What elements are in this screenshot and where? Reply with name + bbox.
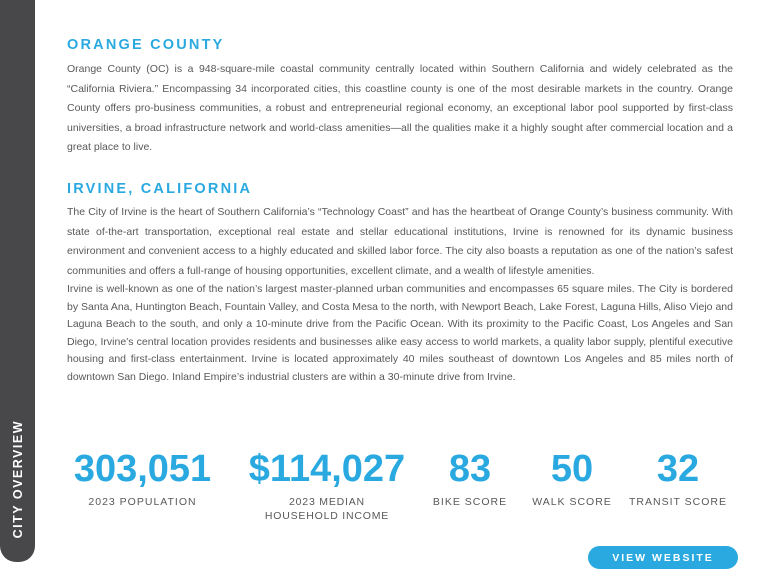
- stat-transit-score: [616, 450, 740, 509]
- walk-score-label: WALK SCORE: [532, 496, 612, 508]
- transit-score-value: 32: [656, 448, 700, 490]
- bike-score-value: 83: [448, 448, 492, 490]
- bike-score-label: BIKE SCORE: [432, 496, 508, 508]
- walk-score-value: 50: [550, 448, 594, 490]
- view-website-button[interactable]: VIEW WEBSITE: [588, 546, 738, 569]
- median-income-label: 2023 MEDIAN HOUSEHOLD INCOME: [264, 496, 390, 522]
- median-income-value: $114,027: [248, 448, 406, 490]
- population-value: 303,051: [73, 448, 212, 490]
- irvine-paragraph-1: The City of Irvine is the heart of Southern California’s “Technology Coast” and has the heartbeat of Orange County’s business community. With state of-the-art transportation, exceptional real estate and stellar educational institutions, Irvine is renowned for its dynamic business environment and convenient access to a highly educated and skilled labor force. The city also boasts a reputation as one of the nation’s safest communities and offers a full-range of housing opportunities, excellent climate, and a wealth of lifestyle amenities.: [67, 206, 733, 277]
- irvine-paragraph-2: Irvine is well-known as one of the nation’s largest master-planned urban communities and encompasses 65 square miles. The City is bordered by Santa Ana, Huntington Beach, Fountain Valley, and Costa Mesa to the north, with Newport Beach, Lake Forest, Laguna Hills, Aliso Viejo and Laguna Beach to the south, and only a 10-minute drive from the Pacific Ocean. With its proximity to the Pacific Coast, Los Angeles and San Diego, Irvine’s central location provides residents and businesses alike easy access to world markets, a quality labor supply, plentiful executive housing and first-class entertainment. Irvine is located approximately 40 miles southeast of downtown Los Angeles and 85 miles north of downtown San Diego. Inland Empire’s industrial clusters are within a 30-minute drive from Irvine.: [67, 283, 733, 383]
- transit-score-label: TRANSIT SCORE: [629, 496, 727, 508]
- stat-population: [60, 450, 225, 509]
- stat-walk-score: [520, 450, 624, 509]
- orange-county-paragraph: Orange County (OC) is a 948-square-mile coastal community centrally located within Southern California and widely celebrated as the “California Riviera.” Encompassing 34 incorporated cities, this coastline county is one of the most desirable markets in the country. Orange County offers pro-business communities, a robust and entrepreneurial regional economy, an exceptional labor pool supported by first-class universities, a broad infrastructure network and world-class amenities—all the qualities make it a highly sought after commercial location and a great place to live.: [67, 63, 733, 153]
- population-label: 2023 POPULATION: [88, 496, 197, 508]
- side-tab-label: CITY OVERVIEW: [10, 419, 25, 538]
- stats-band: [0, 450, 761, 530]
- stat-median-income: [237, 450, 417, 523]
- stat-bike-score: [418, 450, 522, 509]
- irvine-heading: IRVINE, CALIFORNIA: [67, 181, 253, 197]
- orange-county-heading: ORANGE COUNTY: [67, 37, 225, 53]
